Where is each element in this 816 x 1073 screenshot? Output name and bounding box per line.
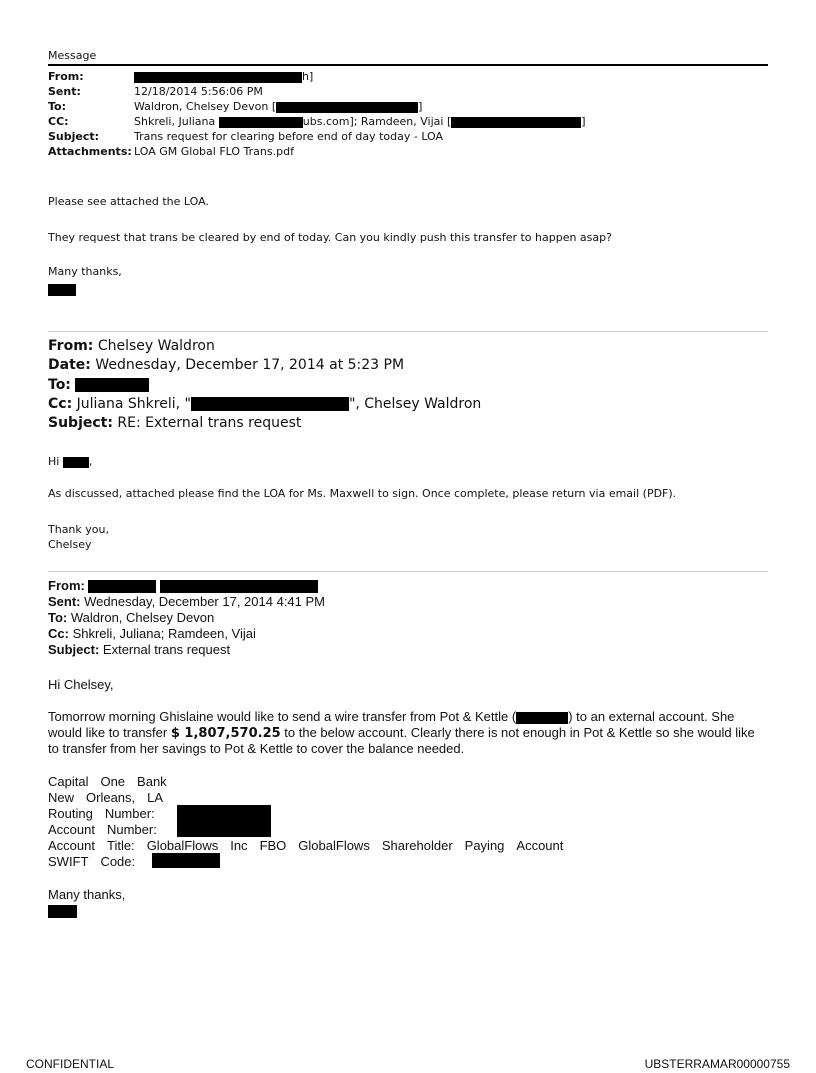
footer-confidential: CONFIDENTIAL: [26, 1057, 115, 1071]
reply1-from-value: Chelsey Waldron: [97, 338, 215, 354]
reply2-para-line-3: to transfer from her savings to Pot & Kettle to cover the balance needed.: [48, 741, 465, 756]
redaction-bar: [191, 397, 349, 411]
reply1-date-value: Wednesday, December 17, 2014 at 5:23 PM: [95, 357, 405, 373]
reply1-cc-row: [48, 396, 481, 412]
reply1-body: As discussed, attached please find the LOA for Ms. Maxwell to sign. Once complete, please return via email (PDF).: [48, 487, 677, 500]
bank-word: Title:: [106, 838, 135, 853]
attachments-label: Attachments:: [48, 145, 132, 158]
reply1-from-label: From:: [48, 338, 94, 354]
redaction-bar: [451, 117, 581, 128]
reply2-subject-row: [48, 642, 230, 657]
body-closing: Many thanks,: [48, 265, 122, 278]
reply2-sent-label: Sent:: [48, 594, 81, 609]
from-label: From:: [48, 70, 84, 83]
bank-word: Code:: [100, 854, 136, 869]
bank-word: Number:: [104, 806, 155, 821]
bank-word: Account: [48, 822, 95, 837]
reply2-para-a: Tomorrow morning Ghislaine would like to send a wire transfer from Pot & Kettle (: [48, 709, 517, 724]
bank-word: Shareholder: [381, 838, 453, 853]
bank-word: Account: [48, 838, 95, 853]
reply2-from-row: [48, 578, 318, 593]
reply2-para-b: ) to an external account. She: [568, 709, 735, 724]
bank-line-3: [48, 806, 167, 821]
cc-value-2: ubs.com]; Ramdeen, Vijai [: [302, 115, 452, 128]
cc-label: CC:: [48, 115, 69, 128]
reply1-to-row: [48, 377, 149, 393]
bank-word: FBO: [259, 838, 287, 853]
to-suffix: ]: [418, 100, 423, 113]
reply2-cc-value: Shkreli, Juliana; Ramdeen, Vijai: [72, 626, 256, 641]
redaction-bar: [75, 378, 149, 392]
bank-line-4: [48, 822, 169, 837]
bank-word: Account: [516, 838, 564, 853]
reply1-cc-value-1: Juliana Shkreli, ": [76, 396, 191, 412]
reply1-subject-value: RE: External trans request: [117, 415, 302, 431]
bank-word: LA: [147, 790, 164, 805]
reply1-thanks: Thank you,: [48, 523, 109, 536]
to-label: To:: [48, 100, 66, 113]
reply2-para-line-2: [48, 725, 755, 741]
sent-value: 12/18/2014 5:56:06 PM: [134, 85, 263, 98]
reply2-greeting: Hi Chelsey,: [48, 677, 114, 692]
redaction-bar: [177, 805, 271, 837]
reply1-signature: Chelsey: [48, 538, 92, 551]
transfer-amount: $ 1,807,570.25: [170, 726, 281, 741]
reply2-to-label: To:: [48, 610, 68, 625]
message-title: Message: [48, 49, 97, 62]
bank-word: Capital: [48, 774, 89, 789]
bank-word: Routing: [48, 806, 93, 821]
subject-label: Subject:: [48, 130, 100, 143]
reply2-from-label: From:: [48, 578, 85, 593]
bank-line-1: [48, 774, 179, 789]
footer-bates-number: UBSTERRAMAR00000755: [644, 1057, 790, 1071]
sent-label: Sent:: [48, 85, 81, 98]
reply1-greeting-prefix: Hi: [48, 455, 60, 468]
redaction-bar: [219, 117, 303, 128]
redaction-bar: [152, 853, 220, 868]
bank-word: Orleans,: [86, 790, 136, 805]
redaction-bar: [48, 284, 76, 296]
redaction-bar: [516, 712, 568, 724]
thread-divider: [48, 571, 768, 572]
bank-word: GlobalFlows: [298, 838, 370, 853]
reply2-subject-value: External trans request: [102, 642, 231, 657]
attachments-value[interactable]: LOA GM Global FLO Trans.pdf: [134, 145, 294, 158]
bank-word: Inc: [230, 838, 248, 853]
reply2-sent-value: Wednesday, December 17, 2014 4:41 PM: [84, 594, 326, 609]
redaction-bar: [276, 102, 418, 113]
subject-value: Trans request for clearing before end of day today - LOA: [134, 130, 444, 143]
reply1-greeting-suffix: ,: [88, 455, 93, 468]
reply2-to-value: Waldron, Chelsey Devon: [70, 610, 215, 625]
reply1-subject-label: Subject:: [48, 415, 113, 431]
redaction-bar: [88, 580, 156, 593]
reply2-subject-label: Subject:: [48, 642, 100, 657]
thread-divider: [48, 331, 768, 332]
reply2-para-line2-b: to the below account. Clearly there is not enough in Pot & Kettle so she would like: [284, 725, 755, 740]
bank-word: GlobalFlows: [146, 838, 219, 853]
reply1-date-label: Date:: [48, 357, 91, 373]
reply1-from-row: [48, 338, 215, 354]
bank-word: Bank: [137, 774, 167, 789]
reply1-to-label: To:: [48, 377, 71, 393]
from-value-suffix: h]: [302, 70, 314, 83]
bank-word: Number:: [106, 822, 157, 837]
bank-word: SWIFT: [48, 854, 89, 869]
header-divider: [48, 64, 768, 66]
to-value: Waldron, Chelsey Devon [: [134, 100, 277, 113]
reply1-subject-row: [48, 415, 301, 431]
reply1-date-row: [48, 357, 404, 373]
reply2-para-line-1: [48, 709, 734, 724]
cc-suffix: ]: [581, 115, 586, 128]
reply1-cc-value-2: ", Chelsey Waldron: [348, 396, 482, 412]
reply2-cc-row: [48, 626, 256, 641]
redaction-bar: [160, 580, 318, 593]
cc-value-1: Shkreli, Juliana: [134, 115, 216, 128]
reply2-cc-label: Cc:: [48, 626, 69, 641]
bank-line-6: [48, 854, 147, 869]
redaction-bar: [134, 72, 302, 83]
redaction-bar: [63, 457, 89, 468]
bank-word: New: [48, 790, 75, 805]
reply2-to-row: [48, 610, 214, 625]
bank-line-5: [48, 838, 575, 853]
bank-word: One: [100, 774, 126, 789]
body-line-1: Please see attached the LOA.: [48, 195, 209, 208]
reply1-greeting: [48, 455, 92, 468]
reply2-closing: Many thanks,: [48, 887, 126, 902]
bank-line-2: [48, 790, 175, 805]
bank-word: Paying: [464, 838, 505, 853]
body-line-2: They request that trans be cleared by end of today. Can you kindly push this transfer to happen asap?: [48, 231, 612, 244]
redaction-bar: [48, 905, 77, 918]
reply2-para-line2-a: would like to transfer: [48, 725, 168, 740]
reply2-sent-row: [48, 594, 325, 609]
reply1-cc-label: Cc:: [48, 396, 73, 412]
